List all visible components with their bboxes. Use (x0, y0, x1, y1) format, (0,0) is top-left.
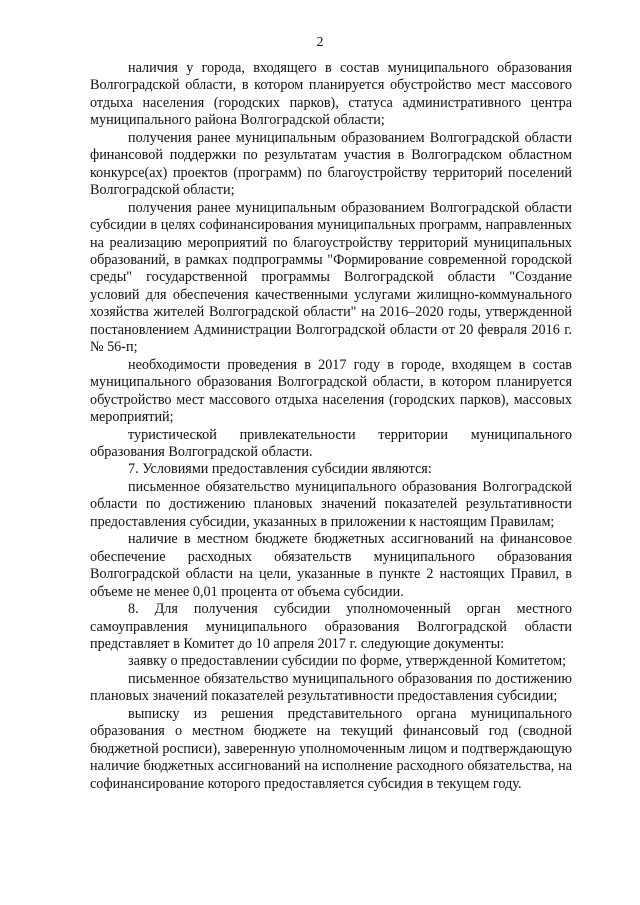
paragraph: необходимости проведения в 2017 году в городе, входящем в состав муниципального образования Волгоградской области, в котором планируется обустройство мест массового отдыха населения (городских парков), массовых мероприятий; (90, 356, 572, 426)
paragraph: заявку о предоставлении субсидии по форме, утвержденной Комитетом; (128, 653, 567, 670)
section-8-paragraph: 8. Для получения субсидии уполномоченный орган местного самоуправления муниципального образования Волгоградской области представляет в Комитет до 10 апреля 2017 г. следующие документы: (90, 601, 572, 652)
paragraph: письменное обязательство муниципального образования Волгоградской области по достижению плановых значений показателей результативности предоставления субсидии, указанных в приложении к настоящим Правилам; (90, 478, 572, 530)
paragraph: выписку из решения представительного органа муниципального образования о местном бюджете на текущий финансовый год (сводной бюджетной росписи), заверенную уполномоченным лицом и подтверждающую наличие бюджетных ассигнований на исполнение расходного обязательства, на софинансирование которого предоставляется субсидия в текущем году. (90, 705, 572, 792)
document-body (90, 60, 572, 793)
page-number: 2 (316, 35, 324, 50)
paragraph: туристической привлекательности территории муниципального образования Волгоградской области. (90, 426, 572, 460)
paragraph: получения ранее муниципальным образованием Волгоградской области субсидии в целях софинансирования муниципальных программ, направленных на реализацию мероприятий по благоустройству территорий муниципальных образований, в рамках подпрограммы "Формирование современной городской среды" государственной программы Волгоградской области "Создание условий для обеспечения качественными услугами жилищно-коммунального хозяйства жителей Волгоградской области" на 2016–2020 годы, утвержденной постановлением Администрации Волгоградской области от 20 февраля 2016 г. № 56-п; (90, 199, 572, 356)
paragraph: письменное обязательство муниципального образования по достижению плановых значений показателей результативности предоставления субсидии; (90, 670, 572, 705)
section-7-heading: 7. Условиями предоставления субсидии являются: (128, 461, 432, 478)
paragraph: наличия у города, входящего в состав муниципального образования Волгоградской области, в котором планируется обустройство мест массового отдыха населения (городских парков), статуса административного центра муниципального района Волгоградской области; (90, 60, 572, 129)
paragraph: наличие в местном бюджете бюджетных ассигнований на финансовое обеспечение расходных обязательств муниципального образования Волгоградской области на цели, указанные в пункте 2 настоящих Правил, в объеме не менее 0,01 процента от объема субсидии. (90, 531, 572, 600)
paragraph: получения ранее муниципальным образованием Волгоградской области финансовой поддержки по результатам участия в Волгоградском областном конкурсе(ах) проектов (программ) по благоустройству территорий поселений Волгоградской области; (90, 129, 572, 199)
